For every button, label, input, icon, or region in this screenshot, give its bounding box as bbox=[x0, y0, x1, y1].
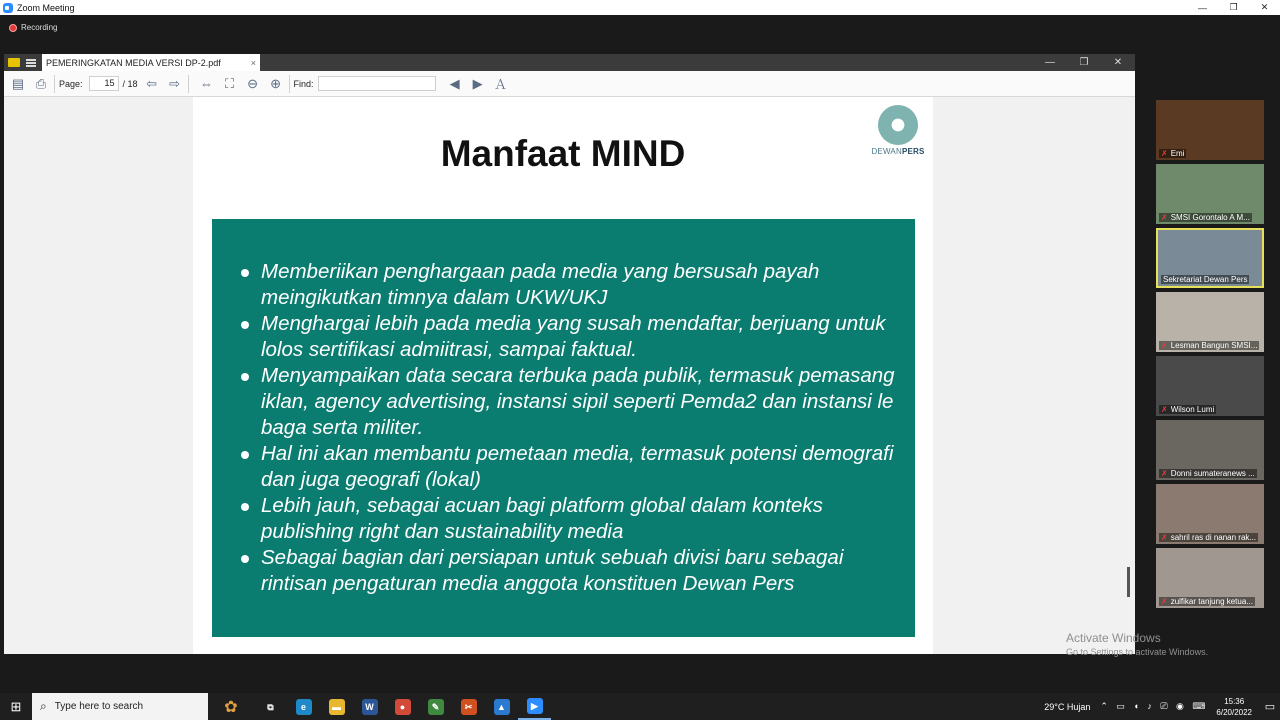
edge-icon[interactable] bbox=[287, 693, 320, 720]
task-view-icon-glyph: ⧉ bbox=[263, 699, 279, 715]
participant-name: Emi bbox=[1170, 149, 1185, 158]
pdf-toolbar bbox=[4, 71, 1135, 97]
logo-text-bold: PERS bbox=[901, 147, 925, 156]
zoom-minimize-button[interactable]: — bbox=[1198, 2, 1207, 13]
participant-name-label bbox=[1159, 533, 1258, 542]
search-placeholder: Type here to search bbox=[54, 701, 144, 712]
participant-name: SMSI Gorontalo A M... bbox=[1170, 213, 1250, 222]
bullet-item: Menghargai lebih pada media yang susah mendaftar, berjuang untuk lolos sertifikasi admiitrasi, sampai faktual. bbox=[212, 311, 915, 363]
notification-icon[interactable]: ▭ bbox=[1264, 701, 1276, 713]
participant-tile[interactable] bbox=[1156, 164, 1264, 224]
pdf-close-button[interactable]: ✕ bbox=[1113, 57, 1123, 68]
vertical-scrollbar-thumb[interactable] bbox=[1127, 567, 1130, 597]
pdf-window-controls bbox=[1033, 54, 1135, 71]
photos-icon[interactable] bbox=[485, 693, 518, 720]
taskbar-apps bbox=[254, 693, 551, 720]
find-previous-icon[interactable]: ◀ bbox=[449, 75, 460, 91]
pdf-document-tab[interactable] bbox=[42, 54, 260, 71]
chrome-icon-glyph: ● bbox=[395, 699, 411, 715]
participant-gallery bbox=[1156, 100, 1266, 612]
photos-icon-glyph: ▲ bbox=[494, 699, 510, 715]
total-pages-label: / 18 bbox=[122, 78, 138, 89]
participant-name-label bbox=[1159, 341, 1259, 350]
toolbar-separator bbox=[188, 75, 189, 93]
pdf-minimize-button[interactable]: — bbox=[1045, 57, 1055, 68]
pdf-tab-title: PEMERINGKATAN MEDIA VERSI DP-2.pdf bbox=[46, 57, 221, 68]
zoom-meeting-area bbox=[0, 15, 1280, 693]
file-explorer-icon[interactable] bbox=[320, 693, 353, 720]
bullet-item: Sebagai bagian dari persiapan untuk sebuah divisi baru sebagai rintisan pengaturan media anggota konstituen Dewan Pers bbox=[212, 545, 915, 597]
muted-mic-icon: ✗ bbox=[1161, 597, 1168, 606]
fit-width-icon[interactable]: ⇔ bbox=[200, 76, 214, 91]
muted-mic-icon: ✗ bbox=[1161, 533, 1168, 542]
zoom-window-controls bbox=[1187, 0, 1280, 15]
snip-icon-glyph: ✂ bbox=[461, 699, 477, 715]
participant-name: Wilson Lumi bbox=[1170, 405, 1215, 414]
participant-name: zulfikar tanjung ketua... bbox=[1170, 597, 1253, 606]
pdf-restore-button[interactable]: ❐ bbox=[1079, 57, 1089, 68]
zoom-close-button[interactable]: ✕ bbox=[1260, 2, 1269, 12]
bullet-item: Hal ini akan membantu pemetaan media, termasuk potensi demografi dan juga geografi (lokal) bbox=[212, 441, 915, 493]
watermark-title: Activate Windows bbox=[1066, 631, 1161, 645]
word-icon-glyph: W bbox=[362, 699, 378, 715]
activate-windows-watermark bbox=[1066, 631, 1208, 657]
edge-icon-glyph: e bbox=[296, 699, 312, 715]
excel-tool-icon[interactable] bbox=[419, 693, 452, 720]
participant-tile[interactable] bbox=[1156, 292, 1264, 352]
find-options-icon[interactable]: Ａ bbox=[494, 77, 508, 92]
clock-date: 6/20/2022 bbox=[1216, 707, 1252, 717]
participant-name: sahril ras di nanan rak... bbox=[1170, 533, 1257, 542]
word-icon[interactable] bbox=[353, 693, 386, 720]
pdf-app-icon bbox=[8, 58, 20, 67]
participant-name: Lesman Bangun SMSI... bbox=[1170, 341, 1258, 350]
zoom-window-title: Zoom Meeting bbox=[17, 2, 75, 13]
bullet-list bbox=[212, 259, 915, 597]
task-view-icon[interactable] bbox=[254, 693, 287, 720]
muted-mic-icon: ✗ bbox=[1161, 213, 1168, 222]
hamburger-menu-icon[interactable] bbox=[26, 59, 36, 67]
page-number-input[interactable]: 15 bbox=[89, 76, 119, 91]
pdf-slide-page bbox=[193, 97, 933, 654]
participant-name-label bbox=[1159, 405, 1216, 414]
fit-page-icon[interactable]: ⛶ bbox=[224, 75, 235, 91]
shared-screen-pdf-viewer bbox=[4, 54, 1135, 654]
muted-mic-icon: ✗ bbox=[1161, 469, 1168, 478]
participant-tile[interactable] bbox=[1156, 100, 1264, 160]
zoom-icon[interactable] bbox=[518, 693, 551, 720]
recording-indicator[interactable] bbox=[9, 23, 57, 32]
print-icon[interactable]: ⎙ bbox=[35, 75, 47, 91]
weather-widget[interactable]: 29°C Hujan bbox=[1044, 701, 1091, 712]
search-icon: ⌕ bbox=[40, 699, 47, 713]
previous-page-icon[interactable]: ⇦ bbox=[146, 75, 157, 91]
excel-tool-icon-glyph: ✎ bbox=[428, 699, 444, 715]
participant-tile[interactable] bbox=[1156, 548, 1264, 608]
find-input[interactable] bbox=[318, 76, 436, 91]
zoom-icon-glyph: ▶ bbox=[527, 698, 543, 714]
windows-taskbar bbox=[0, 693, 1280, 720]
participant-tile[interactable] bbox=[1156, 420, 1264, 480]
find-label: Find: bbox=[293, 78, 314, 89]
chrome-icon[interactable] bbox=[386, 693, 419, 720]
record-dot-icon bbox=[9, 24, 17, 32]
participant-tile[interactable] bbox=[1156, 356, 1264, 416]
muted-mic-icon: ✗ bbox=[1161, 341, 1168, 350]
participant-name-label bbox=[1159, 149, 1186, 158]
find-next-icon[interactable]: ▶ bbox=[472, 75, 483, 91]
open-file-icon[interactable]: ▤ bbox=[11, 75, 25, 91]
zoom-restore-button[interactable]: ❐ bbox=[1229, 2, 1238, 12]
muted-mic-icon: ✗ bbox=[1161, 405, 1168, 414]
participant-tile[interactable] bbox=[1156, 228, 1264, 288]
pdf-titlebar bbox=[4, 54, 1135, 71]
bullet-item: Menyampaikan data secara terbuka pada publik, termasuk pemasang iklan, agency advertising, instansi sipil seperti Pemda2 dan instansi le baga serta militer. bbox=[212, 363, 915, 441]
taskbar-clock[interactable] bbox=[1216, 696, 1252, 718]
watermark-subtitle: Go to Settings to activate Windows. bbox=[1066, 647, 1209, 657]
pdf-page-viewport[interactable] bbox=[4, 97, 1135, 654]
participant-name-label bbox=[1159, 597, 1255, 606]
logo-text-light: DEWAN bbox=[871, 147, 902, 156]
file-explorer-icon-glyph: ▬ bbox=[329, 699, 345, 715]
bullet-panel bbox=[212, 219, 915, 637]
participant-tile[interactable] bbox=[1156, 484, 1264, 544]
participant-name-label bbox=[1161, 275, 1249, 284]
next-page-icon[interactable]: ⇨ bbox=[169, 75, 180, 91]
tab-close-icon[interactable]: × bbox=[250, 57, 256, 68]
zoom-titlebar bbox=[0, 0, 1280, 15]
clock-time: 15:36 bbox=[1224, 696, 1245, 706]
zoom-in-icon[interactable]: ⊕ bbox=[270, 75, 281, 91]
muted-mic-icon: ✗ bbox=[1161, 149, 1168, 158]
taskbar-search-box[interactable] bbox=[32, 693, 208, 720]
slide-title: Manfaat MIND bbox=[440, 133, 686, 174]
toolbar-separator bbox=[289, 75, 290, 93]
tray-icons[interactable]: ⌃ ▭ ◖ ♪ ⎚ ◉ ⌨ bbox=[1100, 701, 1209, 711]
snip-icon[interactable] bbox=[452, 693, 485, 720]
system-tray bbox=[1044, 693, 1280, 720]
toolbar-separator bbox=[54, 75, 55, 93]
participant-name: Donni sumateranews ... bbox=[1170, 469, 1255, 478]
windows-start-icon[interactable]: ⊞ bbox=[10, 698, 22, 714]
participant-name: Sekretariat Dewan Pers bbox=[1163, 275, 1248, 284]
page-label: Page: bbox=[59, 78, 83, 89]
zoom-out-icon[interactable]: ⊖ bbox=[247, 75, 258, 91]
participant-name-label bbox=[1159, 469, 1257, 478]
bullet-item: Memberiikan penghargaan pada media yang bersusah payah meingikutkan timnya dalam UKW/UKJ bbox=[212, 259, 915, 311]
zoom-app-icon bbox=[3, 3, 13, 13]
recording-label: Recording bbox=[21, 23, 58, 32]
bullet-item: Lebih jauh, sebagai acuan bagi platform global dalam konteks publishing right dan sustainability media bbox=[212, 493, 915, 545]
butterfly-search-highlight-icon[interactable]: ✿ bbox=[224, 698, 238, 716]
participant-name-label bbox=[1159, 213, 1252, 222]
